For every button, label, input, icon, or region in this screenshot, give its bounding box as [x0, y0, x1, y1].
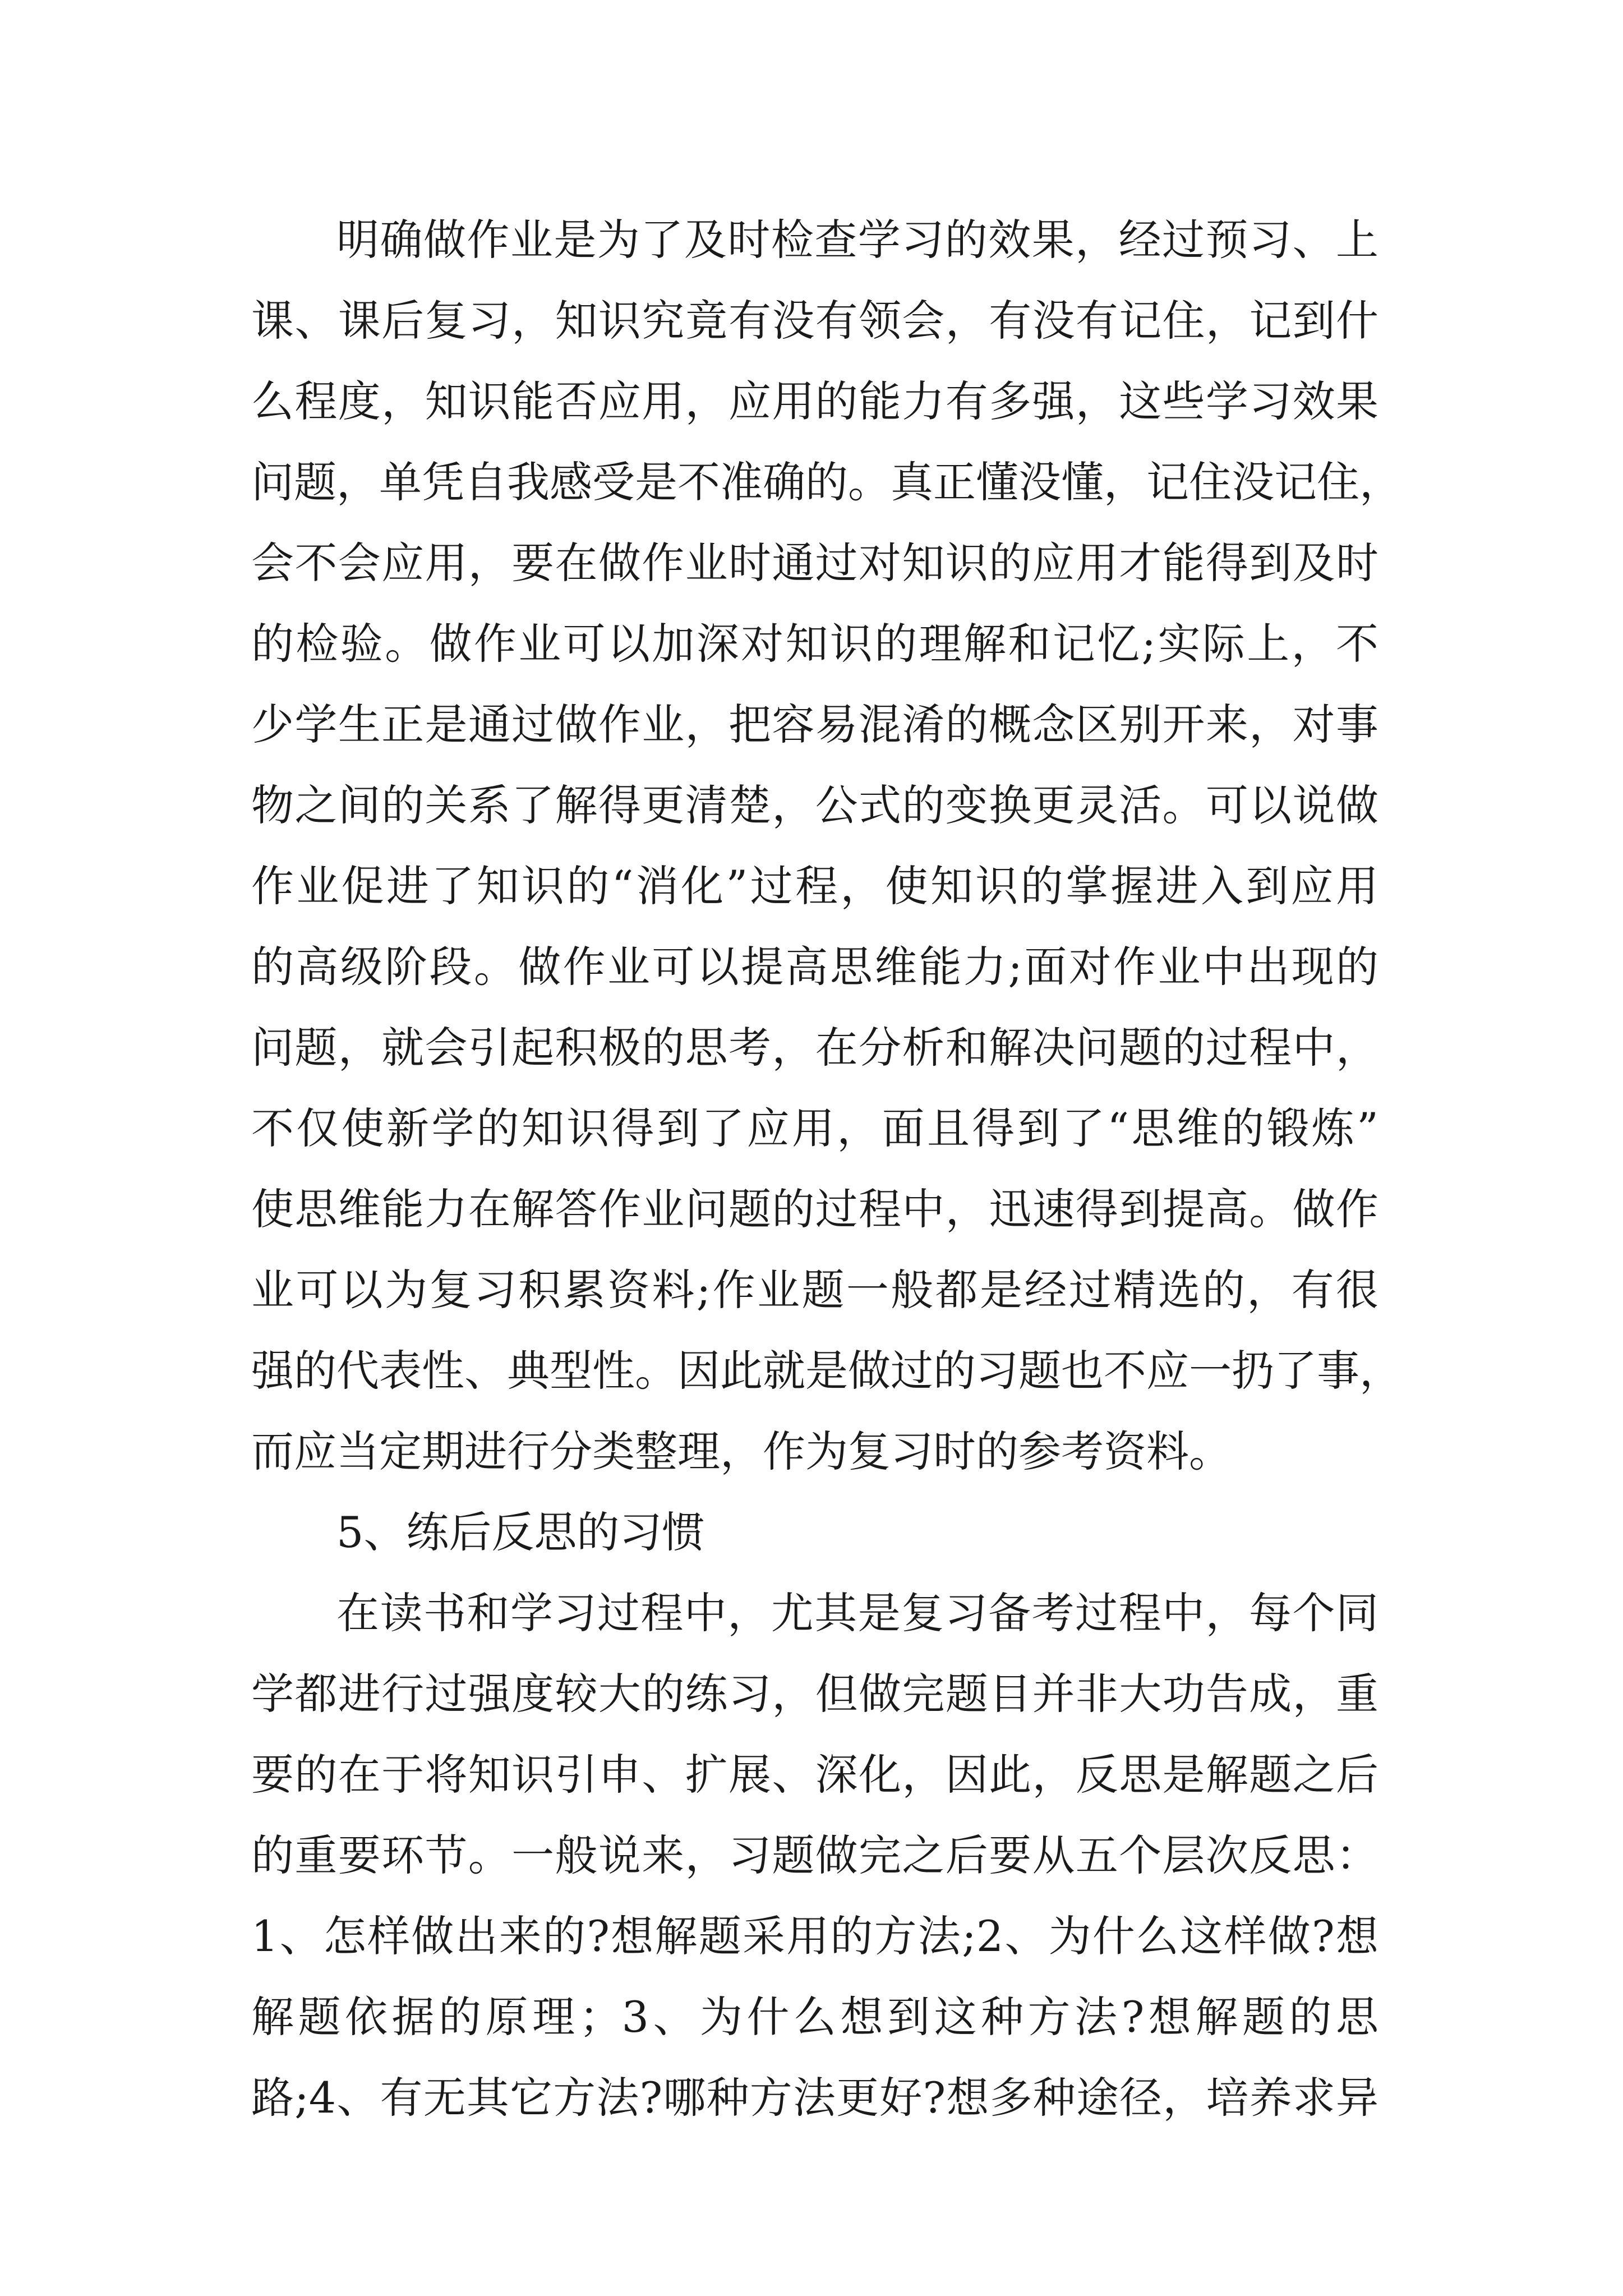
paragraph-line: 明确做作业是为了及时检查学习的效果，经过预习、上: [336, 215, 1378, 265]
paragraph-line: 问题，就会引起积极的思考，在分析和解决问题的过程中，: [251, 1023, 1378, 1073]
paragraph-line: 少学生正是通过做作业，把容易混淆的概念区别开来，对事: [251, 700, 1378, 749]
paragraph-line: 在读书和学习过程中，尤其是复习备考过程中，每个同: [336, 1588, 1378, 1638]
paragraph-line: 会不会应用，要在做作业时通过对知识的应用才能得到及时: [251, 538, 1378, 588]
paragraph-line: 学都进行过强度较大的练习，但做完题目并非大功告成，重: [251, 1669, 1378, 1719]
paragraph-line: 强的代表性、典型性。因此就是做过的习题也不应一扔了事，: [251, 1346, 1402, 1396]
paragraph-line: 要的在于将知识引申、扩展、深化，因此，反思是解题之后: [251, 1750, 1378, 1800]
paragraph-line: 不仅使新学的知识得到了应用，面且得到了“思维的锻炼”: [251, 1103, 1378, 1153]
paragraph-line: 作业促进了知识的“消化”过程，使知识的掌握进入到应用: [251, 861, 1378, 911]
paragraph-line: 课、课后复习，知识究竟有没有领会，有没有记住，记到什: [251, 296, 1378, 346]
paragraph-line: 问题，单凭自我感受是不准确的。真正懂没懂，记住没记住，: [251, 457, 1402, 507]
paragraph-line: 么程度，知识能否应用，应用的能力有多强，这些学习效果: [251, 376, 1378, 426]
paragraph-line: 1、怎样做出来的?想解题采用的方法;2、为什么这样做?想: [251, 1911, 1378, 1961]
paragraph-line: 解题依据的原理；3、为什么想到这种方法?想解题的思: [251, 1992, 1378, 2042]
paragraph-line: 的检验。做作业可以加深对知识的理解和记忆;实际上，不: [251, 619, 1378, 669]
paragraph-line: 使思维能力在解答作业问题的过程中，迅速得到提高。做作: [251, 1184, 1378, 1234]
paragraph-line: 业可以为复习积累资料;作业题一般都是经过精选的，有很: [251, 1265, 1378, 1315]
paragraph-line: 的高级阶段。做作业可以提高思维能力;面对作业中出现的: [251, 942, 1378, 992]
paragraph-line: 物之间的关系了解得更清楚，公式的变换更灵活。可以说做: [251, 780, 1378, 830]
paragraph-line: 而应当定期进行分类整理，作为复习时的参考资料。: [251, 1427, 1232, 1476]
section-heading: 5、练后反思的习惯: [336, 1507, 705, 1557]
paragraph-line: 路;4、有无其它方法?哪种方法更好?想多种途径，培养求异: [251, 2073, 1378, 2123]
paragraph-line: 的重要环节。一般说来，习题做完之后要从五个层次反思：: [251, 1830, 1378, 1880]
